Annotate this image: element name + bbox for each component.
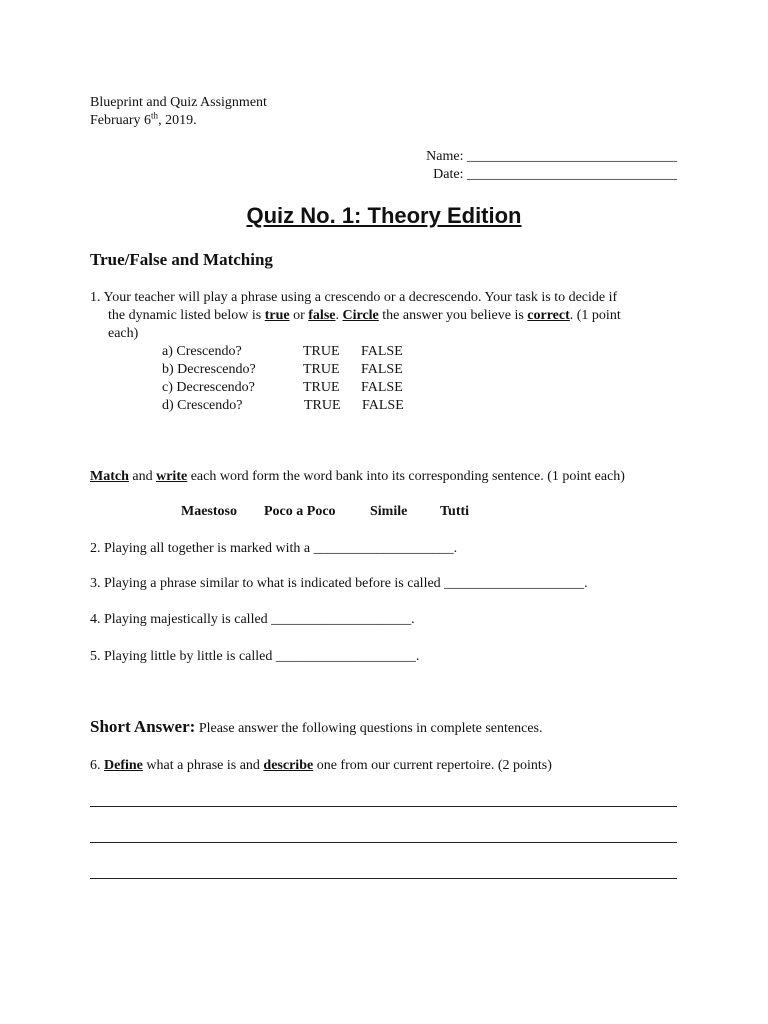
item-label: b) Decrescendo? [162,362,256,377]
item-label: c) Decrescendo? [162,380,255,395]
true-option[interactable]: TRUE [303,344,340,359]
question-6: 6. Define what a phrase is and describe one from our current repertoire. (2 points) [90,758,552,773]
matching-instructions: Match and write each word form the word bank into its corresponding sentence. (1 point each) [90,469,625,484]
short-answer-instruction: Please answer the following questions in complete sentences. [195,721,543,736]
question-3[interactable]: 3. Playing a phrase similar to what is indicated before is called ____________________. [90,576,588,591]
question-1-line-2: the dynamic listed below is true or false. Circle the answer you believe is correct. (1 point [108,308,621,323]
word-bank-item: Simile [370,504,408,519]
page-title: Quiz No. 1: Theory Edition [246,203,522,228]
section-heading-short-answer: Short Answer: [90,717,196,736]
false-option[interactable]: FALSE [361,344,403,359]
false-option[interactable]: FALSE [362,398,404,413]
word-bank [181,503,469,521]
true-option[interactable]: TRUE [303,362,340,377]
word-bank-item: Poco a Poco [264,504,336,519]
false-option[interactable]: FALSE [361,362,403,377]
question-4[interactable]: 4. Playing majestically is called ____________________. [90,612,415,627]
false-option[interactable]: FALSE [361,380,403,395]
name-label: Name: [426,149,464,164]
question-2[interactable]: 2. Playing all together is marked with a ____________________. [90,541,458,556]
date-blank[interactable]: ______________________________ [467,167,677,182]
true-false-item [162,379,422,397]
name-field[interactable] [426,148,677,166]
answer-line[interactable] [90,806,677,807]
item-label: a) Crescendo? [162,344,242,359]
item-label: d) Crescendo? [162,398,243,413]
answer-line[interactable] [90,878,677,879]
date-label: Date: [433,167,464,182]
question-1-line-3: each) [108,326,139,341]
word-bank-item: Tutti [440,504,470,519]
true-option[interactable]: TRUE [303,380,340,395]
true-false-item [162,361,422,379]
header-assignment-title: Blueprint and Quiz Assignment [90,95,267,110]
word-bank-item: Maestoso [181,504,237,519]
section-heading-true-false: True/False and Matching [90,250,273,269]
true-false-item [162,343,422,361]
true-option[interactable]: TRUE [304,398,341,413]
name-blank[interactable]: ______________________________ [467,149,677,164]
true-false-item [162,397,422,415]
question-1-line-1: 1. Your teacher will play a phrase using a crescendo or a decrescendo. Your task is to decide if [90,290,618,305]
answer-line[interactable] [90,842,677,843]
date-field[interactable] [433,166,677,184]
question-5[interactable]: 5. Playing little by little is called ____________________. [90,649,420,664]
short-answer-heading-line [90,718,543,738]
header-date: February 6th, 2019. [90,110,197,128]
